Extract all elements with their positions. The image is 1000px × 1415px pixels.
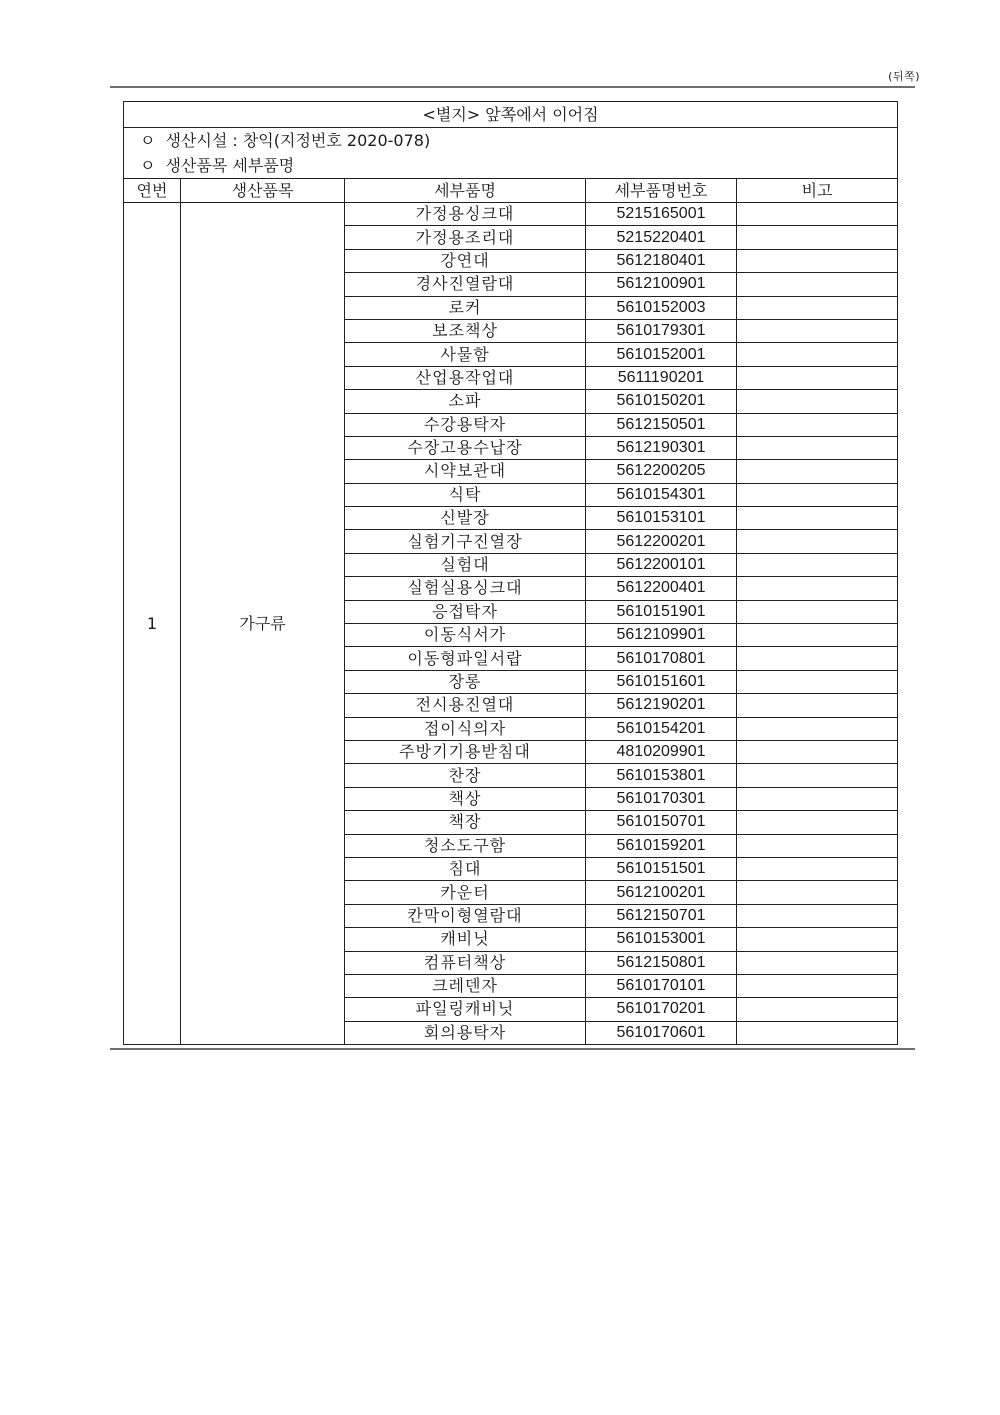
item-name: 로커	[345, 296, 586, 319]
item-note	[737, 507, 898, 530]
item-note	[737, 857, 898, 880]
item-note	[737, 203, 898, 226]
item-name: 실험실용싱크대	[345, 577, 586, 600]
item-name: 수장고용수납장	[345, 436, 586, 459]
item-name: 가정용싱크대	[345, 203, 586, 226]
item-name: 회의용탁자	[345, 1021, 586, 1044]
item-note	[737, 273, 898, 296]
column-header-category: 생산품목	[181, 179, 345, 203]
item-code: 5610170301	[586, 787, 737, 810]
item-code: 5612100901	[586, 273, 737, 296]
item-note	[737, 694, 898, 717]
item-note	[737, 904, 898, 927]
item-note	[737, 881, 898, 904]
item-name: 책상	[345, 787, 586, 810]
item-note	[737, 249, 898, 272]
item-name: 컴퓨터책상	[345, 951, 586, 974]
item-code: 5610170101	[586, 974, 737, 997]
item-code: 5612100201	[586, 881, 737, 904]
item-note	[737, 764, 898, 787]
item-name: 사물함	[345, 343, 586, 366]
item-name: 실험기구진열장	[345, 530, 586, 553]
facility-text: 생산시설 : 창익(지정번호 2020-078)	[165, 130, 431, 150]
item-name: 가정용조리대	[345, 226, 586, 249]
item-name: 실험대	[345, 553, 586, 576]
products-heading-text: 생산품목 세부품명	[165, 155, 295, 175]
item-code: 5612109901	[586, 624, 737, 647]
item-code: 5610151901	[586, 600, 737, 623]
page-side-label: (뒤쪽)	[888, 70, 920, 83]
item-note	[737, 974, 898, 997]
item-code: 5612200205	[586, 460, 737, 483]
item-code: 5610154201	[586, 717, 737, 740]
item-name: 파일링캐비닛	[345, 998, 586, 1021]
item-name: 책장	[345, 811, 586, 834]
item-code: 5611190201	[586, 366, 737, 389]
banner-row	[124, 102, 898, 128]
column-header-seq: 연번	[124, 179, 181, 203]
item-note	[737, 460, 898, 483]
item-note	[737, 319, 898, 342]
item-name: 산업용작업대	[345, 366, 586, 389]
item-name: 이동식서가	[345, 624, 586, 647]
item-note	[737, 787, 898, 810]
products-heading-row	[124, 153, 898, 179]
item-note	[737, 834, 898, 857]
item-name: 침대	[345, 857, 586, 880]
item-name: 카운터	[345, 881, 586, 904]
item-note	[737, 624, 898, 647]
item-name: 캐비닛	[345, 928, 586, 951]
item-code: 5612200401	[586, 577, 737, 600]
item-code: 5612150801	[586, 951, 737, 974]
column-header-item-code: 세부품명번호	[586, 179, 737, 203]
item-code: 5610170601	[586, 1021, 737, 1044]
item-note	[737, 811, 898, 834]
column-header-note: 비고	[737, 179, 898, 203]
item-name: 응접탁자	[345, 600, 586, 623]
column-header-item-name: 세부품명	[345, 179, 586, 203]
table-row	[124, 203, 898, 226]
group-category: 가구류	[181, 203, 345, 1045]
item-name: 청소도구함	[345, 834, 586, 857]
item-note	[737, 553, 898, 576]
item-code: 5610153801	[586, 764, 737, 787]
item-code: 5612190301	[586, 436, 737, 459]
item-name: 전시용진열대	[345, 694, 586, 717]
item-name: 경사진열람대	[345, 273, 586, 296]
item-note	[737, 928, 898, 951]
item-name: 칸막이형열람대	[345, 904, 586, 927]
item-code: 5610152001	[586, 343, 737, 366]
bullet-circle-icon: ㅇ	[140, 155, 156, 175]
item-name: 식탁	[345, 483, 586, 506]
item-name: 접이식의자	[345, 717, 586, 740]
item-note	[737, 670, 898, 693]
item-name: 장롱	[345, 670, 586, 693]
item-name: 이동형파일서랍	[345, 647, 586, 670]
item-code: 5610170201	[586, 998, 737, 1021]
item-code: 5610150201	[586, 390, 737, 413]
item-name: 시약보관대	[345, 460, 586, 483]
products-table	[123, 101, 898, 1045]
item-code: 5610152003	[586, 296, 737, 319]
item-name: 주방기기용받침대	[345, 740, 586, 763]
item-name: 신발장	[345, 507, 586, 530]
item-code: 4810209901	[586, 740, 737, 763]
group-seq: 1	[124, 203, 181, 1045]
item-note	[737, 951, 898, 974]
products-heading	[124, 153, 898, 179]
item-name: 보조책상	[345, 319, 586, 342]
item-note	[737, 296, 898, 319]
item-note	[737, 436, 898, 459]
bottom-rule	[110, 1048, 915, 1050]
item-name: 수강용탁자	[345, 413, 586, 436]
item-note	[737, 600, 898, 623]
item-code: 5610153101	[586, 507, 737, 530]
column-header-row	[124, 179, 898, 203]
item-name: 소파	[345, 390, 586, 413]
item-name: 찬장	[345, 764, 586, 787]
item-code: 5610151601	[586, 670, 737, 693]
item-note	[737, 366, 898, 389]
facility-row	[124, 128, 898, 154]
item-code: 5612200101	[586, 553, 737, 576]
item-note	[737, 577, 898, 600]
item-code: 5610153001	[586, 928, 737, 951]
item-name: 크레덴자	[345, 974, 586, 997]
item-note	[737, 740, 898, 763]
item-note	[737, 717, 898, 740]
item-code: 5612150501	[586, 413, 737, 436]
item-note	[737, 998, 898, 1021]
item-code: 5612200201	[586, 530, 737, 553]
item-code: 5610170801	[586, 647, 737, 670]
item-note	[737, 390, 898, 413]
item-note	[737, 343, 898, 366]
item-name: 강연대	[345, 249, 586, 272]
item-code: 5610151501	[586, 857, 737, 880]
item-note	[737, 647, 898, 670]
item-code: 5612150701	[586, 904, 737, 927]
item-note	[737, 530, 898, 553]
item-note	[737, 413, 898, 436]
top-rule	[110, 86, 915, 88]
facility-info	[124, 128, 898, 154]
item-code: 5612190201	[586, 694, 737, 717]
banner-title: <별지> 앞쪽에서 이어짐	[124, 102, 898, 128]
item-code: 5610159201	[586, 834, 737, 857]
item-code: 5610154301	[586, 483, 737, 506]
item-note	[737, 1021, 898, 1044]
item-code: 5610179301	[586, 319, 737, 342]
bullet-circle-icon: ㅇ	[140, 130, 156, 150]
item-code: 5215165001	[586, 203, 737, 226]
item-code: 5610150701	[586, 811, 737, 834]
item-code: 5612180401	[586, 249, 737, 272]
item-code: 5215220401	[586, 226, 737, 249]
item-note	[737, 483, 898, 506]
item-note	[737, 226, 898, 249]
